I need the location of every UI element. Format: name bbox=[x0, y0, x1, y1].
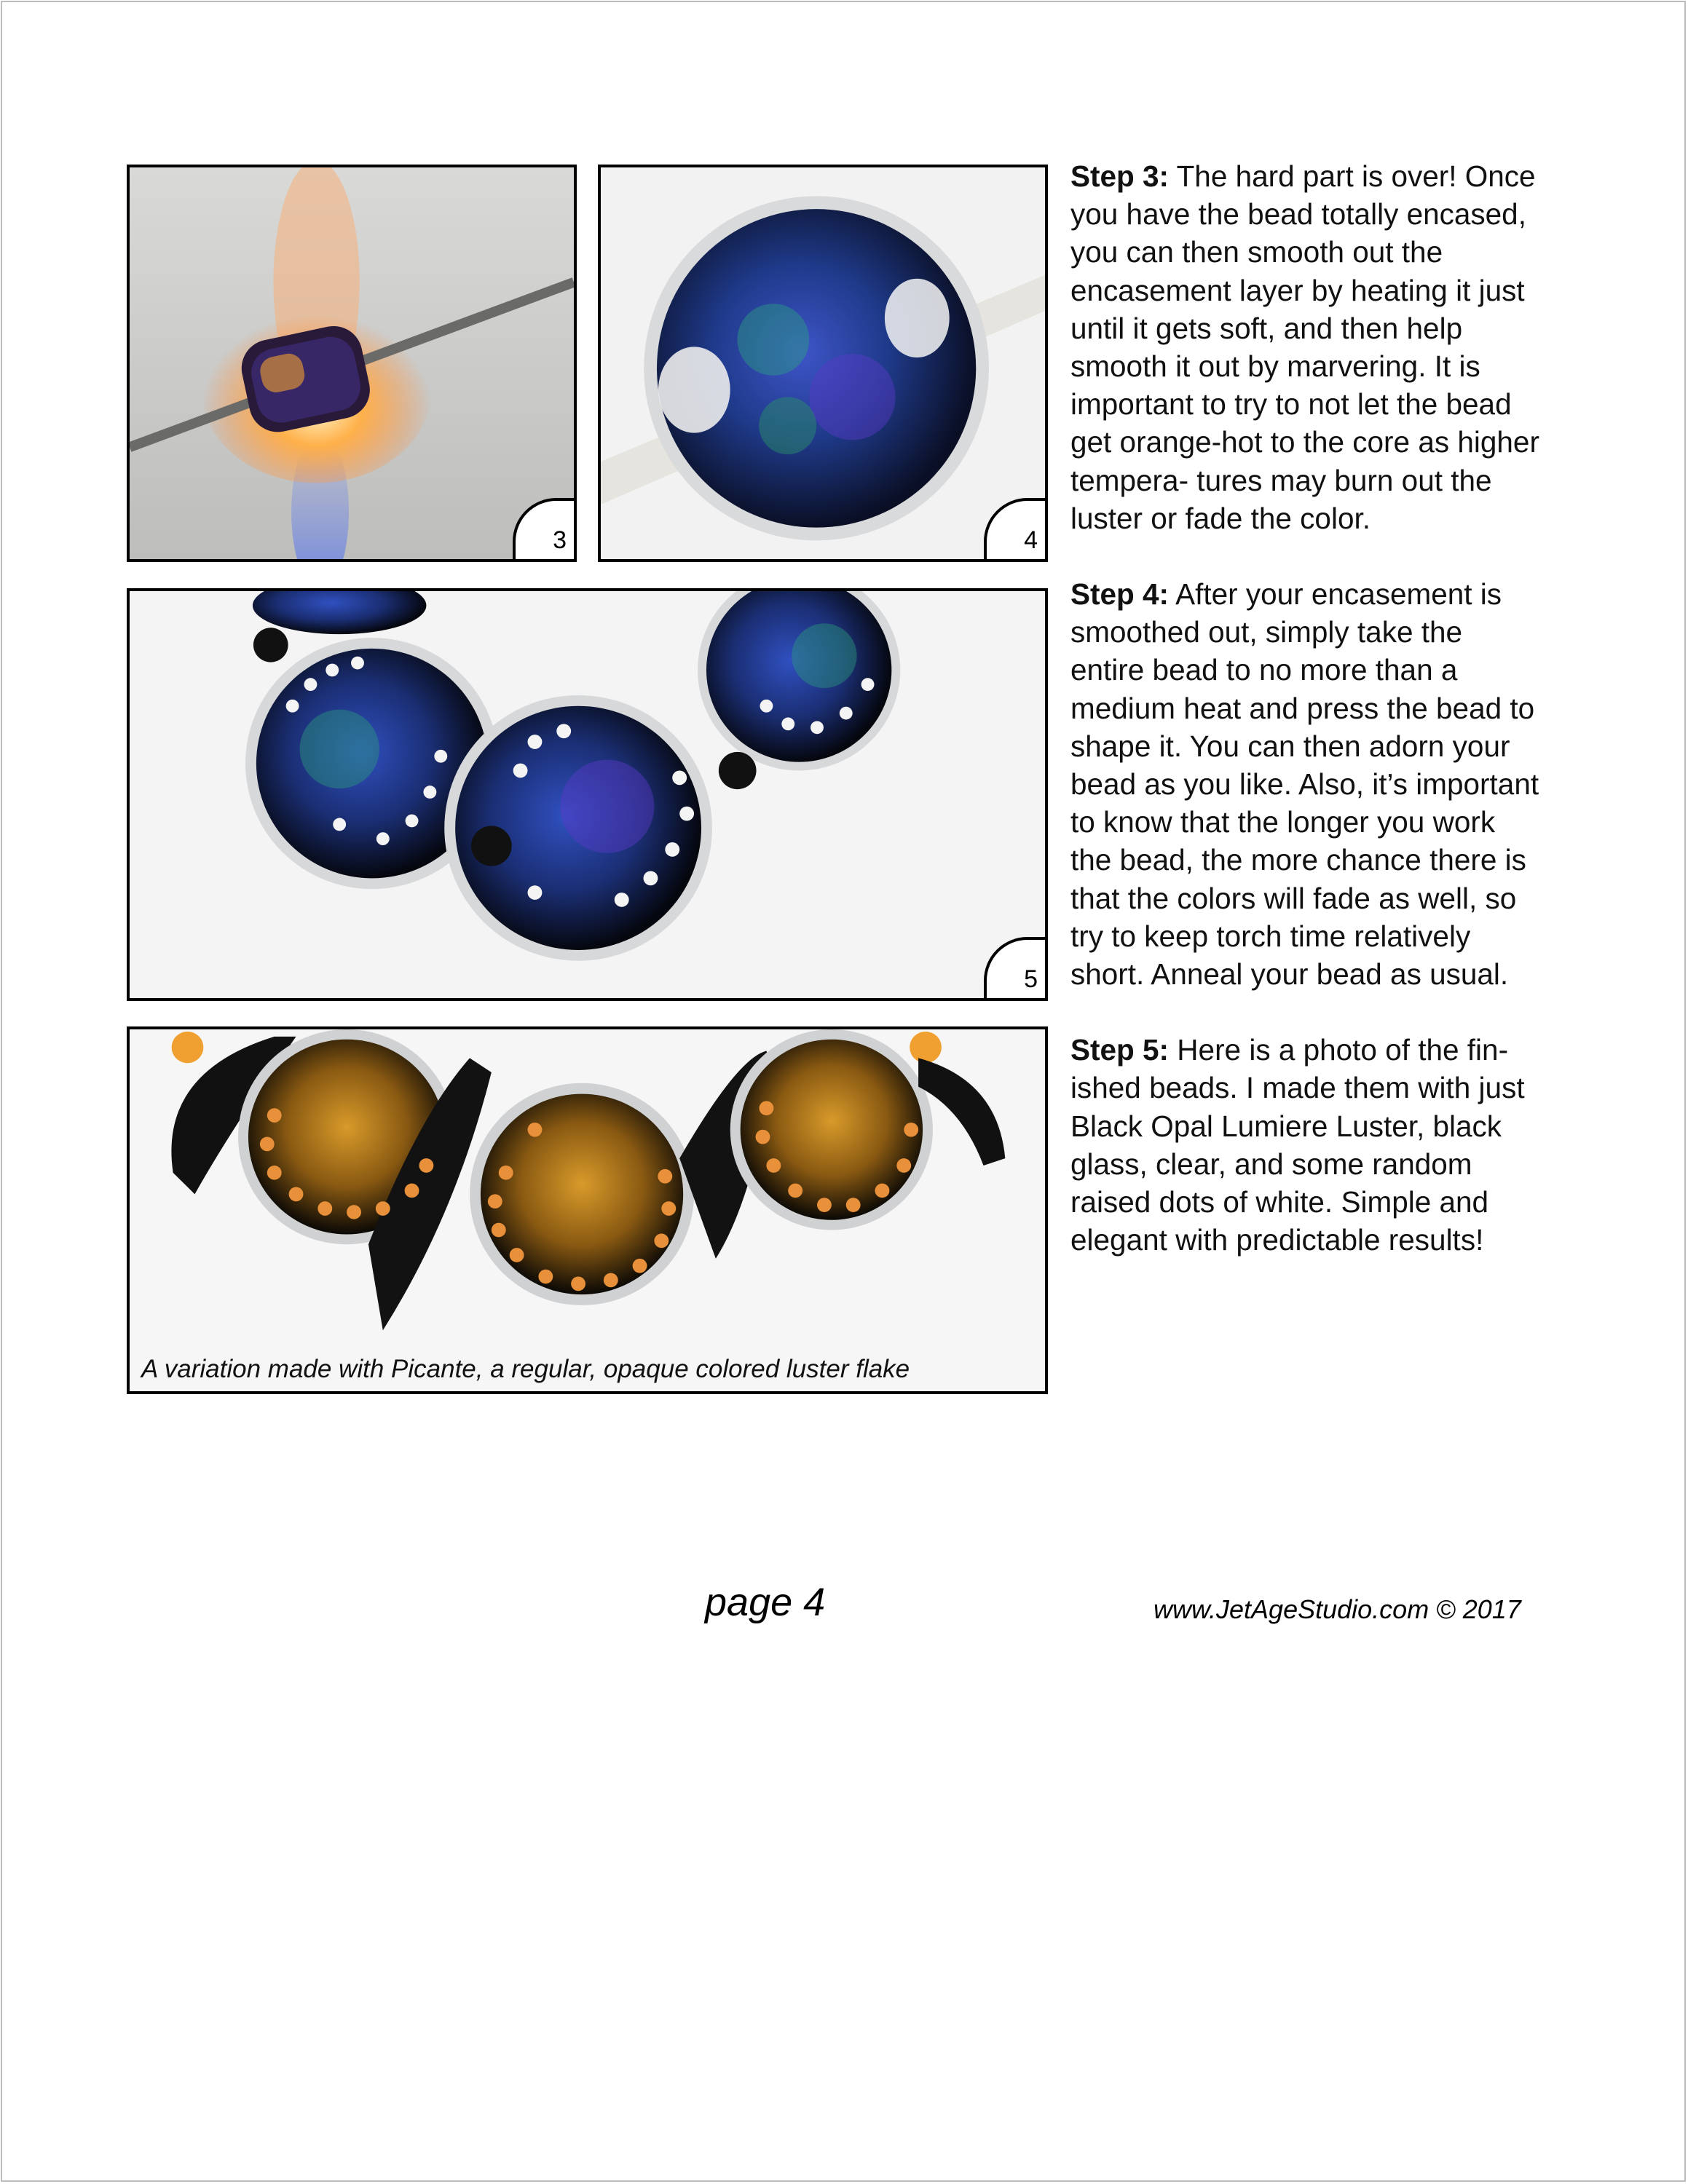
step-5 bbox=[1070, 1031, 1544, 1259]
blue-beads-image bbox=[130, 591, 1045, 998]
step-text: Here is a photo of the fin- ished beads. I made them with just Black Opal Lumiere Luster, black glass, clear, and some random raised dots of white. Simple and elegant with predictable results! bbox=[1070, 1033, 1525, 1257]
step-4 bbox=[1070, 575, 1544, 993]
photo-number: 5 bbox=[1024, 965, 1038, 993]
photo-finished-blue-beads bbox=[127, 588, 1048, 1001]
step-label: Step 5: bbox=[1070, 1033, 1170, 1067]
step-label: Step 4: bbox=[1070, 577, 1170, 612]
instructions-text bbox=[1070, 157, 1544, 1297]
photo-caption: A variation made with Picante, a regular, opaque colored luster flake bbox=[141, 1355, 910, 1383]
step-label: Step 3: bbox=[1070, 159, 1170, 193]
photo-encased-bead bbox=[598, 165, 1048, 562]
step-3 bbox=[1070, 157, 1544, 537]
flame-image bbox=[130, 167, 574, 559]
step-text: The hard part is over! Once you have the bead totally encased, you can then smooth out the encasement layer by heating it just until it gets soft, and then help smooth it out by marvering. It is important to try to not let the bead get orange-hot to the core as higher tempera- tures may burn out the luster or fade the color. bbox=[1070, 159, 1539, 535]
page-number: page 4 bbox=[705, 1580, 826, 1624]
step-text: After your encasement is smoothed out, simply take the entire bead to no more than a medium heat and press the bead to shape it. You can then adorn your bead as you like. Also, it’s important to know that the longer you work the bead, the more chance there is that the colors will fade as well, so try to keep torch time relatively short. Anneal your bead as usual. bbox=[1070, 577, 1539, 992]
footer-copyright: www.JetAgeStudio.com © 2017 bbox=[1153, 1594, 1521, 1624]
encased-bead-image bbox=[601, 167, 1045, 559]
photo-bead-in-flame bbox=[127, 165, 577, 562]
orange-beads-image bbox=[130, 1029, 1045, 1391]
photo-number: 3 bbox=[553, 526, 567, 554]
photo-picante-variation bbox=[127, 1026, 1048, 1394]
photo-number: 4 bbox=[1024, 526, 1038, 554]
